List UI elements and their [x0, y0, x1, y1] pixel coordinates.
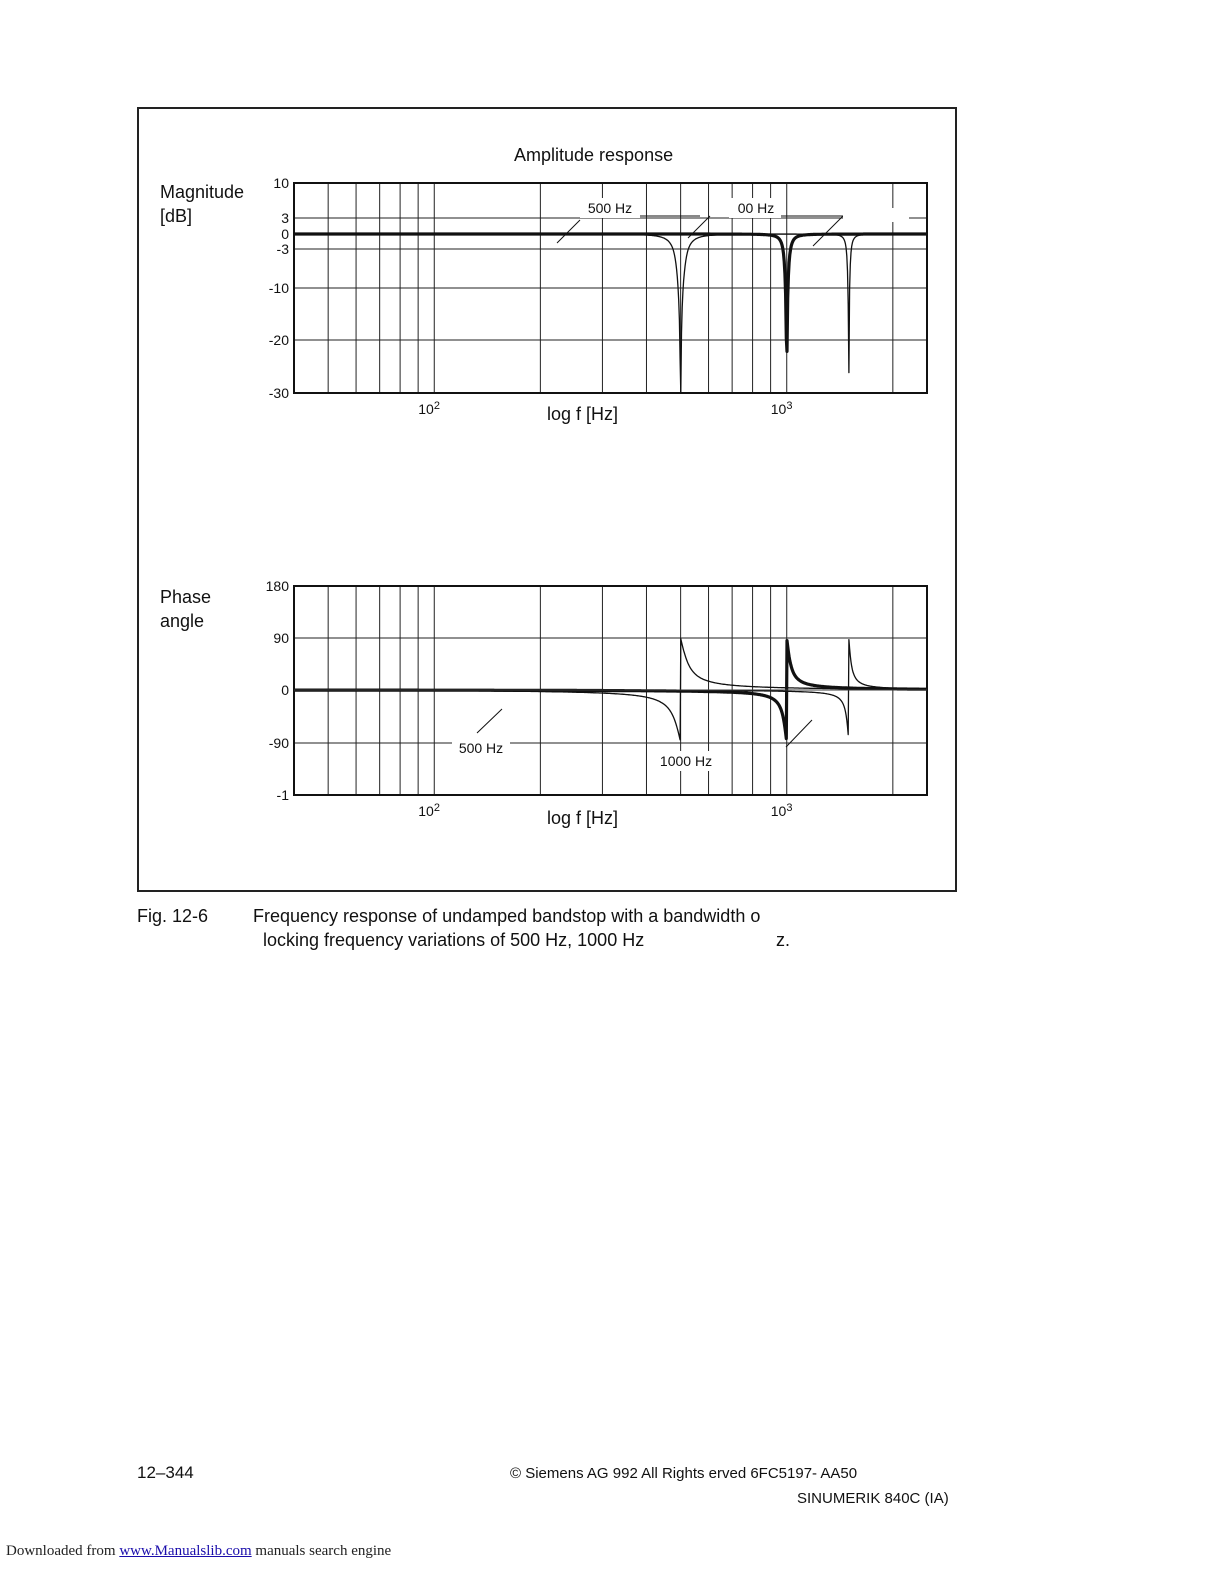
download-prefix: Downloaded from — [6, 1543, 116, 1559]
page-number: 12–344 — [137, 1463, 194, 1482]
caption-line-2-end: z. — [776, 930, 791, 950]
y-tick-label: -20 — [268, 332, 289, 348]
y-tick-label: -3 — [276, 241, 289, 257]
y-tick-label: -1 — [276, 787, 289, 803]
x-tick-label: $10^3$ — [770, 802, 793, 819]
annotation-500hz: 500 Hz — [587, 200, 633, 216]
caption-line-2: locking frequency variations of 500 Hz, 1000 Hz — [263, 930, 645, 950]
download-suffix: manuals search engine — [255, 1543, 392, 1559]
copyright-line: © Siemens AG 992 All Rights erved 6FC5197- AA50 — [510, 1465, 858, 1482]
y-tick-label: -30 — [268, 385, 289, 401]
series-curve-500hz — [294, 234, 927, 393]
phase-axis-label: Phase angle — [160, 587, 212, 631]
annotation-1000hz: 1000 Hz — [659, 753, 713, 769]
y-tick-label: -90 — [268, 735, 289, 751]
annotation-leader — [813, 216, 843, 246]
series-curve-1000hz — [294, 234, 927, 351]
y-tick-label: 180 — [265, 578, 289, 594]
download-notice — [6, 1543, 391, 1560]
y-tick-label: 3 — [281, 210, 289, 226]
caption-line-1: Frequency response of undamped bandstop with a bandwidth o — [253, 906, 761, 926]
annotation-leader — [557, 220, 580, 243]
phase-x-axis-label: log f [Hz] — [547, 808, 619, 828]
x-tick-label: $10^3$ — [770, 400, 793, 417]
product-name: SINUMERIK 840C (IA) — [797, 1490, 949, 1507]
series-curve-1500hz — [294, 234, 927, 373]
y-tick-label: 10 — [273, 175, 289, 191]
magnitude-axis-label: Magnitude [dB] — [160, 182, 245, 226]
y-tick-label: 90 — [273, 630, 289, 646]
amplitude-title: Amplitude response — [514, 145, 674, 165]
amplitude-x-axis-label: log f [Hz] — [547, 404, 619, 424]
figure-number: Fig. 12-6 — [137, 906, 209, 926]
x-tick-label: $10^2$ — [418, 802, 440, 819]
annotation-1000hz: 00 Hz — [737, 200, 775, 216]
y-tick-label: -10 — [268, 280, 289, 296]
manualslib-link[interactable]: www.Manualslib.com — [119, 1543, 252, 1559]
annotation-leader — [477, 709, 502, 733]
y-tick-label: 0 — [281, 226, 289, 242]
annotation-500hz: 500 Hz — [458, 740, 504, 756]
x-tick-label: $10^2$ — [418, 400, 440, 417]
annotation-bg — [843, 208, 909, 222]
y-tick-label: 0 — [281, 682, 289, 698]
